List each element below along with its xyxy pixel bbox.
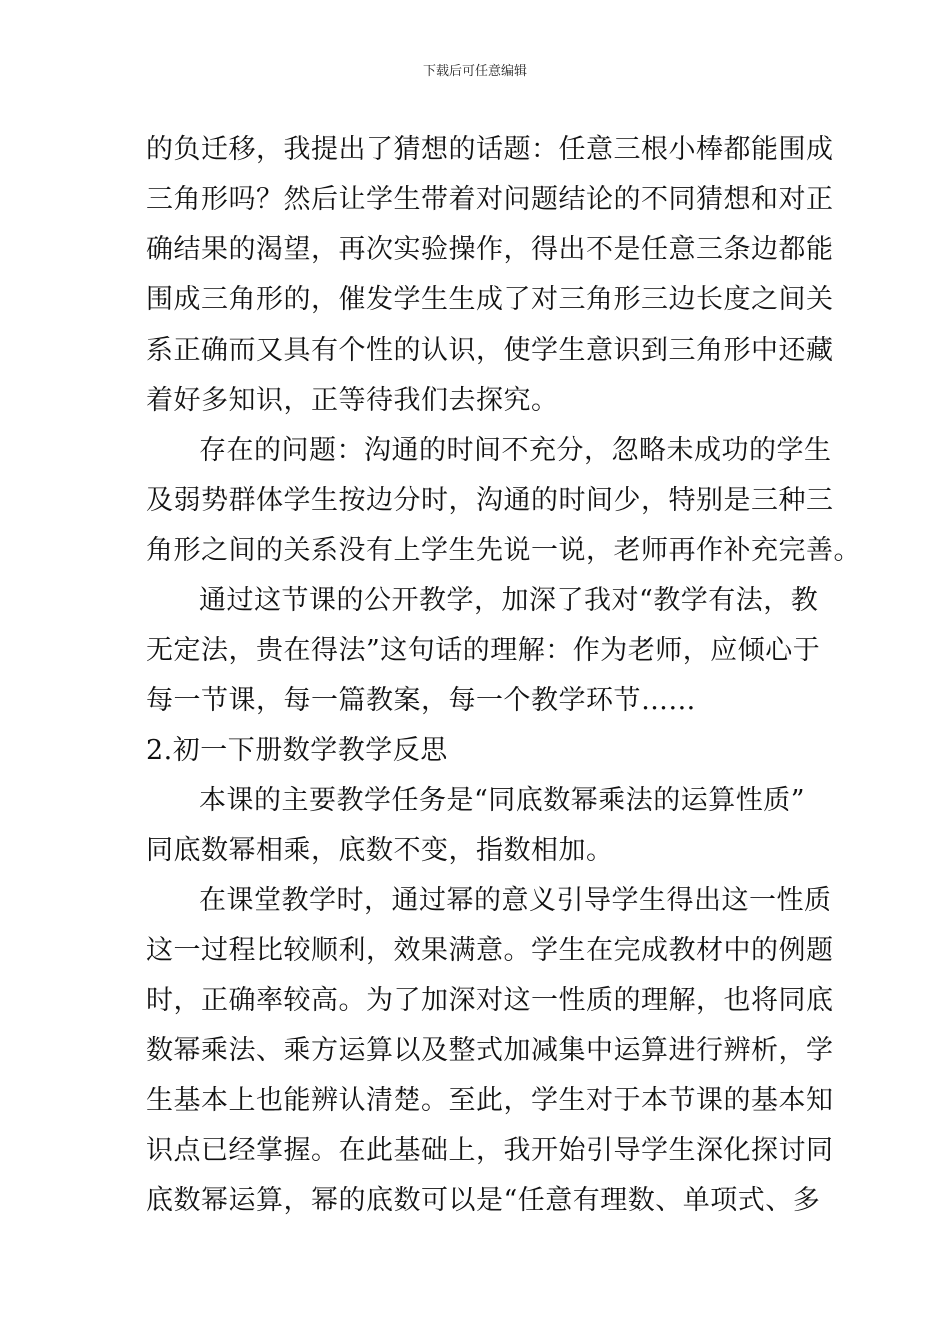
text-line: 本课的主要教学任务是“同底数幂乘法的运算性质”	[199, 785, 806, 816]
text-line: 生基本上也能辨认清楚。至此，学生对于本节课的基本知	[146, 1085, 834, 1116]
text-line: 数幂乘法、乘方运算以及整式加减集中运算进行辨析，学	[146, 1035, 834, 1066]
text-line: 系正确而又具有个性的认识，使学生意识到三角形中还藏	[146, 335, 834, 366]
text-line: 识点已经掌握。在此基础上，我开始引导学生深化探讨同	[146, 1135, 834, 1166]
text-line: 确结果的渴望，再次实验操作，得出不是任意三条边都能	[146, 234, 834, 265]
text-line: 的负迁移，我提出了猜想的话题：任意三根小棒都能围成	[146, 134, 834, 165]
text-line: 在课堂教学时，通过幂的意义引导学生得出这一性质	[199, 885, 832, 916]
text-line: 每一节课，每一篇教案，每一个教学环节…...	[146, 685, 696, 716]
text-line: 通过这节课的公开教学，加深了我对“教学有法，教	[199, 585, 819, 616]
text-line: 存在的问题：沟通的时间不充分，忽略未成功的学生	[199, 435, 832, 466]
text-line: 围成三角形的，催发学生生成了对三角形三边长度之间关	[146, 284, 834, 315]
text-line: 及弱势群体学生按边分时，沟通的时间少，特别是三种三	[146, 485, 834, 516]
text-line: 着好多知识，正等待我们去探究。	[146, 385, 559, 416]
text-line: 角形之间的关系没有上学生先说一说，老师再作补充完善。	[146, 535, 861, 566]
text-line: 同底数幂相乘，底数不变，指数相加。	[146, 835, 614, 866]
text-line: 无定法，贵在得法”这句话的理解：作为老师，应倾心于	[146, 635, 821, 666]
text-line: 时，正确率较高。为了加深对这一性质的理解，也将同底	[146, 985, 834, 1016]
text-line: 这一过程比较顺利，效果满意。学生在完成教材中的例题	[146, 935, 834, 966]
page-header: 下载后可任意编辑	[422, 64, 527, 79]
section-heading: 2.初一下册数学教学反思	[146, 735, 448, 766]
text-line: 三角形吗？然后让学生带着对问题结论的不同猜想和对正	[146, 184, 834, 215]
text-line: 底数幂运算，幂的底数可以是“任意有理数、单项式、多	[146, 1185, 821, 1216]
